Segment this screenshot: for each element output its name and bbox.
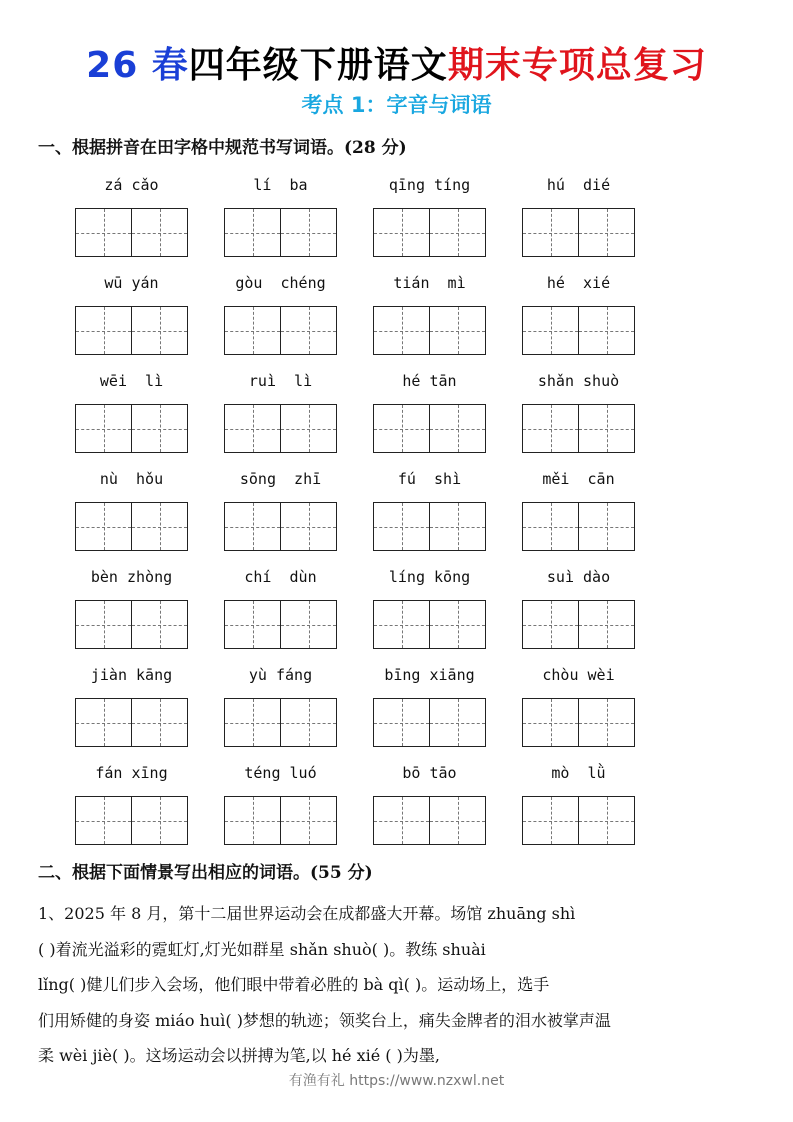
word-cell <box>75 758 188 856</box>
tianzi-box[interactable] <box>430 796 486 845</box>
word-cell <box>75 562 188 660</box>
pinyin-label: yù fáng <box>248 666 313 684</box>
tianzi-box[interactable] <box>75 404 132 453</box>
pinyin-label: fán xīng <box>95 764 168 782</box>
title-part-subject: 四年级下册语文 <box>188 45 448 86</box>
tianzi-box[interactable] <box>75 306 132 355</box>
tianzi-box[interactable] <box>281 502 337 551</box>
section1-heading: 一、根据拼音在田字格中规范书写词语。(28 分) <box>38 138 407 158</box>
tianzi-box[interactable] <box>579 306 635 355</box>
pinyin-label: bīng xiāng <box>384 666 475 684</box>
word-cell <box>373 758 486 856</box>
grid-row <box>0 464 793 562</box>
word-cell <box>75 464 188 562</box>
pinyin-label: bèn zhòng <box>90 568 173 586</box>
tianzi-box[interactable] <box>579 208 635 257</box>
pinyin-label: téng luó <box>244 764 317 782</box>
pinyin-label: bō tāo <box>402 764 457 782</box>
grid-row <box>0 366 793 464</box>
tianzi-box[interactable] <box>224 306 281 355</box>
section2-paragraph <box>38 896 758 1074</box>
grid-row <box>0 170 793 268</box>
word-cell <box>522 170 635 268</box>
tianzi-box[interactable] <box>132 208 188 257</box>
tianzi-box[interactable] <box>75 698 132 747</box>
tianzi-box[interactable] <box>579 796 635 845</box>
tianzi-box[interactable] <box>430 404 486 453</box>
tianzi-box[interactable] <box>224 404 281 453</box>
word-cell <box>373 562 486 660</box>
pinyin-label: chòu wèi <box>542 666 615 684</box>
paragraph-line: lǐng( )健儿们步入会场，他们眼中带着必胜的 bà qì( )。运动场上，选手 <box>38 975 550 994</box>
word-cell <box>224 464 337 562</box>
word-cell <box>75 268 188 366</box>
word-cell <box>522 758 635 856</box>
tianzi-box[interactable] <box>75 502 132 551</box>
grid-row <box>0 268 793 366</box>
tianzi-box[interactable] <box>522 796 579 845</box>
pinyin-label: ruì lì <box>248 372 313 390</box>
tianzi-box[interactable] <box>75 208 132 257</box>
tianzi-box[interactable] <box>522 404 579 453</box>
pinyin-label: qīng tíng <box>388 176 471 194</box>
paragraph-line: ( )着流光溢彩的霓虹灯,灯光如群星 shǎn shuò( )。教练 shuài <box>38 939 486 959</box>
word-cell <box>224 170 337 268</box>
grid-row <box>0 562 793 660</box>
grid-row <box>0 758 793 856</box>
word-cell <box>75 366 188 464</box>
tianzi-box[interactable] <box>373 404 430 453</box>
word-cell <box>522 366 635 464</box>
tianzi-box[interactable] <box>281 698 337 747</box>
tianzi-box[interactable] <box>281 306 337 355</box>
pinyin-label: sōng zhī <box>239 470 322 488</box>
word-cell <box>75 170 188 268</box>
tianzi-box[interactable] <box>224 502 281 551</box>
tianzi-box[interactable] <box>132 698 188 747</box>
tianzi-box[interactable] <box>281 796 337 845</box>
tianzi-box[interactable] <box>373 796 430 845</box>
title-part-grade-prefix: 26 春 <box>86 45 189 86</box>
tianzi-box[interactable] <box>430 306 486 355</box>
pinyin-label: hú dié <box>546 176 611 194</box>
tianzi-box[interactable] <box>132 306 188 355</box>
tianzi-box[interactable] <box>373 208 430 257</box>
pinyin-label: wēi lì <box>99 372 164 390</box>
tianzi-box[interactable] <box>430 600 486 649</box>
tianzi-box[interactable] <box>224 698 281 747</box>
tianzi-box[interactable] <box>522 600 579 649</box>
word-cell <box>373 464 486 562</box>
pinyin-label: jiàn kāng <box>90 666 173 684</box>
tianzi-box[interactable] <box>281 600 337 649</box>
tianzi-box[interactable] <box>75 600 132 649</box>
word-cell <box>373 366 486 464</box>
pinyin-label: chí dùn <box>244 568 317 586</box>
page-subtitle: 考点 1：字音与词语 <box>301 93 492 117</box>
word-cell <box>373 660 486 758</box>
tianzi-box[interactable] <box>224 208 281 257</box>
pinyin-label: hé tān <box>402 372 457 390</box>
tianzi-box[interactable] <box>430 502 486 551</box>
tianzi-box[interactable] <box>132 404 188 453</box>
title-part-review: 期末专项总复习 <box>447 45 707 86</box>
tianzi-box[interactable] <box>522 208 579 257</box>
word-cell <box>373 268 486 366</box>
tianzi-box[interactable] <box>522 306 579 355</box>
pinyin-label: měi cān <box>542 470 615 488</box>
pinyin-label: líng kōng <box>388 568 471 586</box>
tianzi-box[interactable] <box>75 796 132 845</box>
word-cell <box>224 268 337 366</box>
pinyin-label: gòu chéng <box>235 274 326 292</box>
word-cell <box>373 170 486 268</box>
pinyin-label: tián mì <box>393 274 466 292</box>
pinyin-label: nù hǒu <box>99 470 164 488</box>
pinyin-label: shǎn shuò <box>537 372 620 390</box>
word-cell <box>522 660 635 758</box>
pinyin-label: wū yán <box>104 274 159 292</box>
word-cell <box>224 366 337 464</box>
tianzi-box[interactable] <box>522 698 579 747</box>
tianzi-box[interactable] <box>579 698 635 747</box>
tianzi-box[interactable] <box>579 600 635 649</box>
tianzi-box[interactable] <box>373 502 430 551</box>
word-cell <box>224 758 337 856</box>
tianzi-box[interactable] <box>373 698 430 747</box>
grid-row <box>0 660 793 758</box>
paragraph-line: 柔 wèi jiè( )。这场运动会以拼搏为笔,以 hé xié ( )为墨, <box>38 1046 440 1065</box>
section2-heading: 二、根据下面情景写出相应的词语。(55 分) <box>38 863 373 883</box>
tianzi-box[interactable] <box>224 600 281 649</box>
pinyin-label: suì dào <box>546 568 611 586</box>
tianzi-box[interactable] <box>430 698 486 747</box>
word-cell <box>224 660 337 758</box>
tianzi-box[interactable] <box>132 600 188 649</box>
pinyin-label: zá cǎo <box>104 176 159 194</box>
pinyin-label: fú shì <box>397 470 462 488</box>
word-cell <box>224 562 337 660</box>
pinyin-label: mò lǜ <box>551 764 606 782</box>
word-cell <box>522 562 635 660</box>
paragraph-line: 们用矫健的身姿 miáo huì( )梦想的轨迹；领奖台上，痛失金牌者的泪水被掌声温 <box>38 1010 611 1030</box>
footer-watermark: 有渔有礼 https://www.nzxwl.net <box>288 1073 505 1089</box>
tianzi-box[interactable] <box>579 502 635 551</box>
tianzi-box[interactable] <box>522 502 579 551</box>
tianzi-box[interactable] <box>132 502 188 551</box>
word-cell <box>75 660 188 758</box>
pinyin-label: lí ba <box>253 176 308 194</box>
word-cell <box>522 464 635 562</box>
tianzi-box[interactable] <box>132 796 188 845</box>
paragraph-line: 1、2025 年 8 月，第十二届世界运动会在成都盛大开幕。场馆 zhuāng shì <box>38 904 576 923</box>
tianzi-box[interactable] <box>224 796 281 845</box>
page-title <box>0 42 793 90</box>
tianzi-box[interactable] <box>281 208 337 257</box>
tianzi-box[interactable] <box>430 208 486 257</box>
tianzi-box[interactable] <box>579 404 635 453</box>
word-cell <box>522 268 635 366</box>
pinyin-label: hé xié <box>546 274 611 292</box>
tianzi-box[interactable] <box>373 306 430 355</box>
tianzi-box[interactable] <box>373 600 430 649</box>
tianzi-box[interactable] <box>281 404 337 453</box>
